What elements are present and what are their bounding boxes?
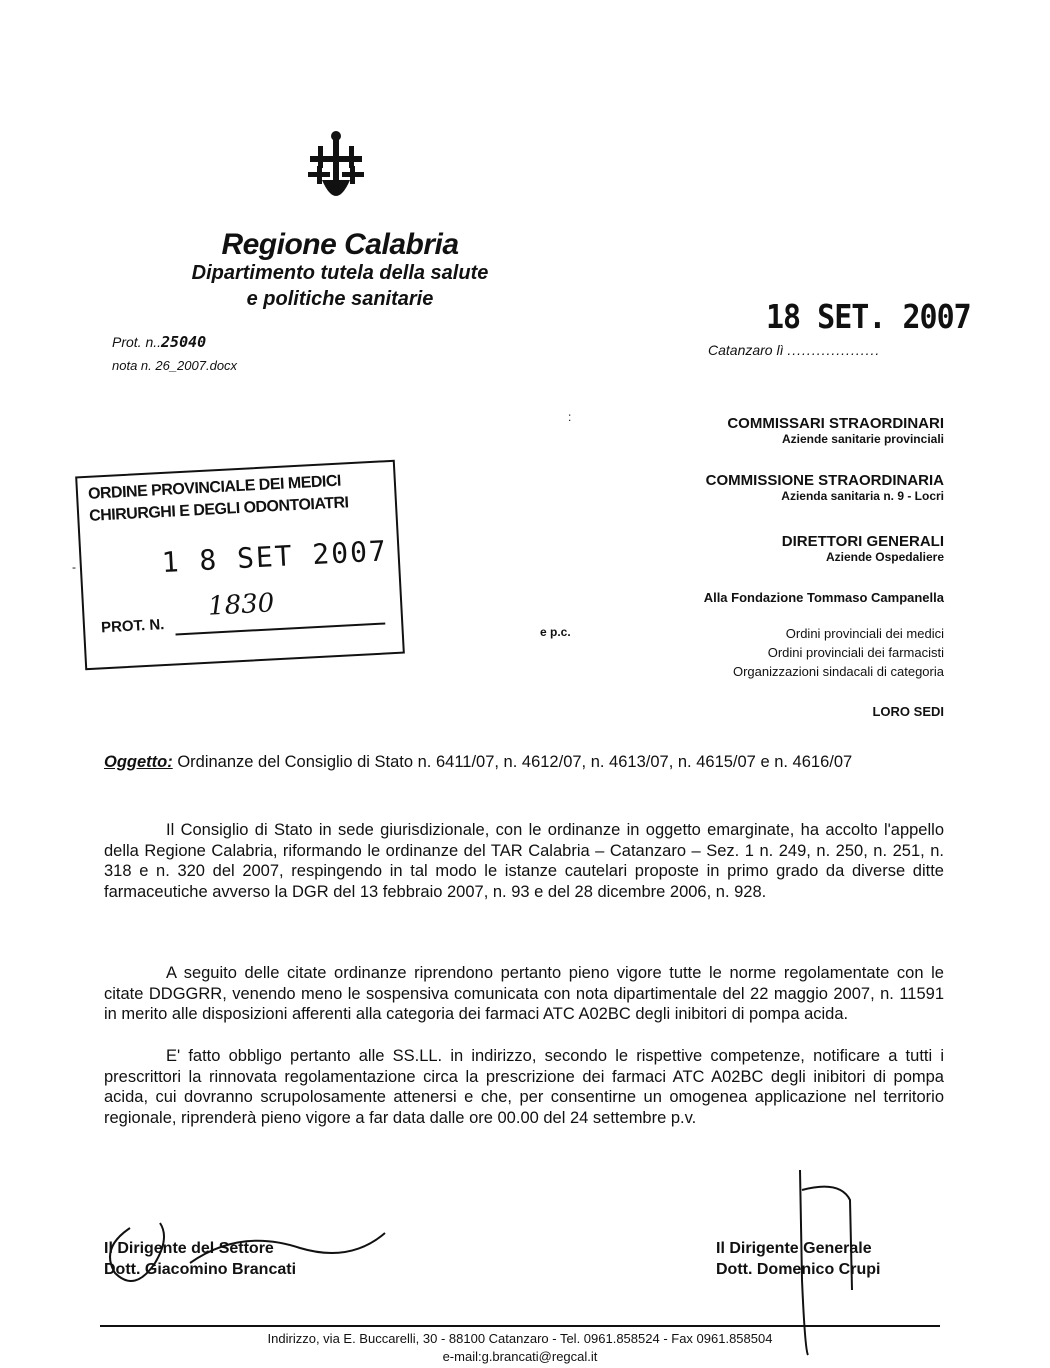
signature-right-role: Il Dirigente Generale <box>716 1240 872 1257</box>
place-date-dots: ................... <box>787 342 881 358</box>
department-line-1: Dipartimento tutela della salute <box>191 262 489 284</box>
recipient-title: DIRETTORI GENERALI <box>781 533 944 550</box>
body-paragraph-text: Il Consiglio di Stato in sede giurisdizionale, con le ordinanze in oggetto emarginate, ha accolto l'appello della Regione Calabria, riformando le ordinanze del TAR Calabria – Catanzaro – Sez. 1 n. 249, n. 250, n. 251, n. 318 e n. 320 del 2007, respingendo in tal modo le istanze cautelari proposte in primo grado da diverse ditte farmaceutiche avverso la DGR del 13 febbraio 2007, n. 93 e del 28 dicembre 2006, n. 928. <box>104 821 944 901</box>
cc-item: Organizzazioni sindacali di categoria <box>732 664 944 679</box>
scan-mark: - <box>72 560 76 574</box>
recipient-title: COMMISSARI STRAORDINARI <box>727 415 944 432</box>
date-stamp: 18 SET. 2007 <box>766 298 971 337</box>
footer <box>100 1330 940 1366</box>
body-paragraph <box>104 820 944 902</box>
nota-reference: nota n. 26_2007.docx <box>112 358 238 373</box>
subject-label: Oggetto: <box>104 753 173 771</box>
stamp-prot-label: PROT. N. <box>100 616 165 637</box>
protocol-value: 25040 <box>161 333 207 351</box>
footer-rule <box>100 1325 940 1327</box>
signature-left-name: Dott. Giacomino Brancati <box>104 1261 297 1278</box>
place-date-label: Catanzaro lì <box>708 342 784 358</box>
body-paragraph <box>104 1046 944 1128</box>
stamp-line-2: CHIRURGHI E DEGLI ODONTOIATRI <box>88 494 349 525</box>
recipient-subtitle: Azienda sanitaria n. 9 - Locri <box>781 489 944 503</box>
body-paragraph-text: A seguito delle citate ordinanze riprendono pertanto pieno vigore tutte le norme regolamentate con le citate DDGGRR, venendo meno le sospensiva comunicata con nota dipartimentale del 22 maggio 2007, n. 11591 in merito alle disposizioni afferenti alla categoria dei farmaci ATC A02BC degli inibitori di pompa acida. <box>104 964 944 1024</box>
signature-right-name: Dott. Domenico Crupi <box>716 1261 881 1278</box>
body-paragraph <box>104 963 944 1025</box>
signature-left-role: Il Dirigente del Settore <box>104 1240 274 1257</box>
signature-left <box>104 1238 296 1280</box>
recipient-subtitle: Aziende Ospedaliere <box>825 550 944 564</box>
recipient-subtitle: Aziende sanitarie provinciali <box>781 432 944 446</box>
received-stamp <box>75 460 405 670</box>
recipient-block <box>782 533 944 564</box>
footer-address: Indirizzo, via E. Buccarelli, 30 - 88100 Catanzaro - Tel. 0961.858524 - Fax 0961.858504 <box>267 1331 773 1346</box>
recipient-title: COMMISSIONE STRAORDINARIA <box>705 472 944 489</box>
protocol-number <box>112 333 206 351</box>
stamp-rule <box>175 622 385 635</box>
stamp-line-1: ORDINE PROVINCIALE DEI MEDICI <box>87 472 342 503</box>
loro-sedi: LORO SEDI <box>872 704 944 719</box>
recipient-block <box>706 472 944 503</box>
cc-item: Ordini provinciali dei farmacisti <box>767 645 944 660</box>
cc-label: e p.c. <box>540 625 571 639</box>
footer-email: e-mail:g.brancati@regcal.it <box>442 1349 598 1364</box>
recipient-block <box>727 415 944 446</box>
stamp-date: 1 8 SET 2007 <box>160 534 389 580</box>
stamp-prot-number: 1830 <box>207 588 276 622</box>
regional-crest-icon <box>300 128 372 212</box>
body-paragraph-text: E' fatto obbligo pertanto alle SS.LL. in indirizzo, secondo le rispettive competenze, notificare a tutti i prescrittori la rinnovata regolamentazione circa la prescrizione dei farmaci ATC A02BC degli inibitori di pompa acida, cui dovranno scrupolosamente attenersi e che, per consentirne un omogenea applicazione nel territorio regionale, riprenderà pieno vigore a far data dalle ore 00.00 del 24 settembre p.v. <box>104 1047 944 1127</box>
place-date <box>708 342 880 358</box>
subject <box>104 751 944 773</box>
subject-text: Ordinanze del Consiglio di Stato n. 6411/07, n. 4612/07, n. 4613/07, n. 4615/07 e n. 4616/07 <box>172 753 853 771</box>
cc-item: Ordini provinciali dei medici <box>785 626 944 641</box>
protocol-label: Prot. n.. <box>112 334 162 350</box>
org-name: Regione Calabria <box>221 228 459 261</box>
signature-right <box>716 1238 880 1280</box>
recipient-foundation: Alla Fondazione Tommaso Campanella <box>703 590 944 605</box>
scan-mark: : <box>568 410 572 424</box>
cc-list <box>733 624 944 681</box>
department-line-2: e politiche sanitarie <box>246 288 434 310</box>
